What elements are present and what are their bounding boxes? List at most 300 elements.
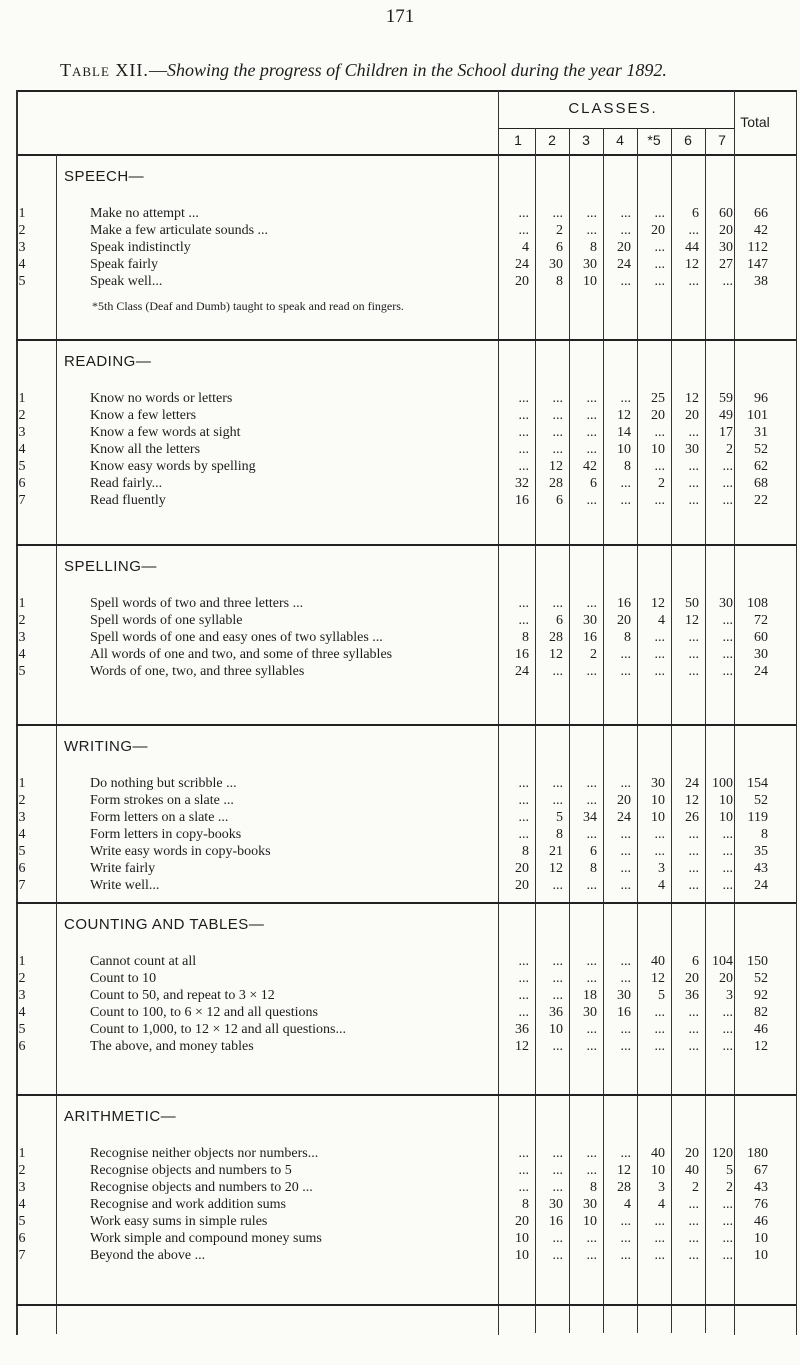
- class-cell: ...: [654, 647, 665, 662]
- class-col-header: 7: [718, 132, 726, 148]
- class-cell: ...: [552, 596, 563, 611]
- class-cell: 44: [685, 240, 699, 255]
- table-row: [8, 459, 800, 475]
- class-cell: 34: [583, 810, 597, 825]
- row-label: Work simple and compound money sums: [90, 1231, 322, 1246]
- horizontal-rule: [16, 1304, 796, 1306]
- row-number: 1: [18, 954, 26, 969]
- row-number: 2: [18, 971, 26, 986]
- row-label: Form letters on a slate ...: [90, 810, 229, 825]
- class-cell: ...: [620, 971, 631, 986]
- table-row: [8, 1197, 800, 1213]
- class-cell: ...: [620, 1214, 631, 1229]
- row-number: 3: [18, 1180, 26, 1195]
- class-cell: 20: [515, 878, 529, 893]
- class-cell: ...: [654, 1039, 665, 1054]
- total-cell: 72: [754, 613, 768, 628]
- class-cell: ...: [722, 493, 733, 508]
- row-label: Spell words of two and three letters ...: [90, 596, 304, 611]
- class-cell: 59: [719, 391, 733, 406]
- row-number: 6: [18, 476, 26, 491]
- class-cell: 6: [692, 206, 699, 221]
- table-row: [8, 647, 800, 663]
- class-cell: 21: [549, 844, 563, 859]
- total-cell: 101: [747, 408, 768, 423]
- class-cell: 10: [719, 810, 733, 825]
- total-cell: 24: [754, 664, 768, 679]
- table-row: [8, 1163, 800, 1179]
- class-cell: ...: [654, 664, 665, 679]
- class-cell: 20: [685, 1146, 699, 1161]
- class-cell: ...: [620, 861, 631, 876]
- table-row: [8, 630, 800, 646]
- vertical-rule: [705, 128, 706, 1333]
- table-row: [8, 844, 800, 860]
- table-row: [8, 391, 800, 407]
- class-cell: 40: [685, 1163, 699, 1178]
- row-number: 3: [18, 988, 26, 1003]
- class-cell: 4: [658, 878, 665, 893]
- class-cell: 12: [651, 596, 665, 611]
- class-cell: 20: [515, 861, 529, 876]
- row-label: Speak fairly: [90, 257, 159, 272]
- class-cell: ...: [688, 1214, 699, 1229]
- class-cell: 25: [651, 391, 665, 406]
- section-title: WRITING—: [64, 738, 148, 755]
- class-cell: ...: [654, 1231, 665, 1246]
- class-cell: ...: [654, 1214, 665, 1229]
- row-number: 2: [18, 1163, 26, 1178]
- section-writing: [8, 728, 800, 906]
- class-cell: ...: [688, 878, 699, 893]
- table-caption: [60, 60, 780, 81]
- class-cell: ...: [586, 1146, 597, 1161]
- class-cell: ...: [552, 206, 563, 221]
- row-label: Form letters in copy-books: [90, 827, 242, 842]
- class-cell: 30: [719, 240, 733, 255]
- row-number: 4: [18, 647, 26, 662]
- section-title: ARITHMETIC—: [64, 1108, 177, 1125]
- class-cell: 8: [590, 861, 597, 876]
- row-label: Write fairly: [90, 861, 156, 876]
- class-cell: ...: [688, 630, 699, 645]
- horizontal-rule: [16, 544, 796, 546]
- total-cell: 62: [754, 459, 768, 474]
- caption-text: Showing the progress of Children in the School during the year 1892.: [166, 60, 667, 80]
- class-cell: 8: [522, 1197, 529, 1212]
- total-cell: 68: [754, 476, 768, 491]
- row-number: 4: [18, 1197, 26, 1212]
- total-cell: 30: [754, 647, 768, 662]
- class-cell: ...: [586, 442, 597, 457]
- class-cell: 20: [617, 613, 631, 628]
- progress-table: [8, 88, 800, 1338]
- class-cell: ...: [654, 844, 665, 859]
- class-cell: ...: [518, 613, 529, 628]
- class-cell: ...: [654, 257, 665, 272]
- table-row: [8, 274, 800, 290]
- table-row: [8, 954, 800, 970]
- class-cell: ...: [654, 459, 665, 474]
- class-cell: ...: [654, 274, 665, 289]
- class-cell: 24: [617, 810, 631, 825]
- class-cell: ...: [654, 630, 665, 645]
- row-number: 2: [18, 408, 26, 423]
- class-cell: ...: [518, 793, 529, 808]
- class-cell: 8: [590, 1180, 597, 1195]
- total-cell: 52: [754, 793, 768, 808]
- row-number: 5: [18, 844, 26, 859]
- table-row: [8, 1039, 800, 1055]
- class-cell: ...: [688, 664, 699, 679]
- total-cell: 108: [747, 596, 768, 611]
- class-cell: ...: [586, 391, 597, 406]
- row-number: 7: [18, 493, 26, 508]
- vertical-rule: [796, 90, 797, 1335]
- class-cell: 60: [719, 206, 733, 221]
- class-cell: ...: [620, 1146, 631, 1161]
- class-cell: 10: [583, 274, 597, 289]
- total-cell: 150: [747, 954, 768, 969]
- class-cell: ...: [688, 274, 699, 289]
- row-number: 3: [18, 810, 26, 825]
- table-row: [8, 664, 800, 680]
- section-reading: [8, 343, 800, 548]
- total-cell: 119: [747, 810, 768, 825]
- class-cell: ...: [586, 206, 597, 221]
- class-cell: ...: [620, 844, 631, 859]
- class-cell: ...: [722, 1022, 733, 1037]
- class-cell: ...: [586, 776, 597, 791]
- class-cell: ...: [620, 223, 631, 238]
- class-cell: 42: [583, 459, 597, 474]
- horizontal-rule: [498, 128, 734, 129]
- table-row: [8, 827, 800, 843]
- row-number: 6: [18, 1039, 26, 1054]
- total-cell: 52: [754, 971, 768, 986]
- row-label: Recognise objects and numbers to 5: [90, 1163, 292, 1178]
- row-number: 5: [18, 1214, 26, 1229]
- class-cell: ...: [722, 861, 733, 876]
- row-number: 1: [18, 776, 26, 791]
- class-cell: 10: [651, 442, 665, 457]
- class-cell: ...: [688, 223, 699, 238]
- class-cell: 10: [617, 442, 631, 457]
- total-header: Total: [740, 114, 770, 130]
- row-label: Form strokes on a slate ...: [90, 793, 234, 808]
- row-label: Words of one, two, and three syllables: [90, 664, 305, 679]
- class-cell: ...: [518, 1180, 529, 1195]
- row-number: 5: [18, 459, 26, 474]
- class-cell: 16: [549, 1214, 563, 1229]
- table-row: [8, 1180, 800, 1196]
- class-cell: ...: [688, 647, 699, 662]
- row-number: 3: [18, 425, 26, 440]
- vertical-rule: [671, 128, 672, 1333]
- class-cell: ...: [552, 776, 563, 791]
- class-cell: 20: [617, 793, 631, 808]
- table-row: [8, 476, 800, 492]
- class-cell: 2: [658, 476, 665, 491]
- total-cell: 60: [754, 630, 768, 645]
- total-cell: 154: [747, 776, 768, 791]
- class-cell: 5: [726, 1163, 733, 1178]
- class-cell: 6: [556, 493, 563, 508]
- section-title: SPELLING—: [64, 558, 157, 575]
- row-label: All words of one and two, and some of three syllables: [90, 647, 393, 662]
- class-cell: 30: [651, 776, 665, 791]
- class-cell: ...: [688, 1005, 699, 1020]
- class-cell: ...: [722, 1039, 733, 1054]
- class-cell: ...: [586, 827, 597, 842]
- class-cell: 10: [651, 810, 665, 825]
- row-number: 6: [18, 1231, 26, 1246]
- class-cell: 20: [515, 274, 529, 289]
- class-cell: 5: [658, 988, 665, 1003]
- vertical-rule: [535, 128, 536, 1333]
- class-cell: ...: [620, 274, 631, 289]
- total-cell: 46: [754, 1214, 768, 1229]
- row-number: 7: [18, 878, 26, 893]
- class-cell: ...: [654, 425, 665, 440]
- class-cell: 20: [719, 223, 733, 238]
- table-row: [8, 988, 800, 1004]
- class-cell: ...: [586, 1231, 597, 1246]
- class-cell: ...: [722, 1231, 733, 1246]
- class-cell: 16: [617, 1005, 631, 1020]
- class-cell: 2: [726, 1180, 733, 1195]
- total-cell: 24: [754, 878, 768, 893]
- class-cell: ...: [722, 630, 733, 645]
- class-cell: 5: [556, 810, 563, 825]
- row-label: Know all the letters: [90, 442, 201, 457]
- section-title: SPEECH—: [64, 168, 145, 185]
- classes-header: CLASSES.: [568, 100, 658, 117]
- class-cell: 30: [617, 988, 631, 1003]
- class-cell: 30: [583, 1005, 597, 1020]
- class-cell: 8: [556, 274, 563, 289]
- class-cell: 6: [556, 613, 563, 628]
- class-cell: 12: [685, 257, 699, 272]
- class-cell: ...: [518, 954, 529, 969]
- row-label: Cannot count at all: [90, 954, 197, 969]
- class-cell: 20: [515, 1214, 529, 1229]
- vertical-rule: [16, 90, 18, 1335]
- class-cell: 104: [712, 954, 733, 969]
- total-cell: 180: [747, 1146, 768, 1161]
- vertical-rule: [734, 90, 735, 1335]
- class-cell: ...: [688, 459, 699, 474]
- class-cell: ...: [688, 425, 699, 440]
- class-cell: ...: [620, 206, 631, 221]
- class-cell: ...: [722, 274, 733, 289]
- class-cell: 2: [590, 647, 597, 662]
- class-cell: 10: [515, 1248, 529, 1263]
- row-label: Spell words of one syllable: [90, 613, 243, 628]
- table-label: Table XII.: [60, 60, 149, 80]
- class-cell: 30: [583, 257, 597, 272]
- class-cell: 32: [515, 476, 529, 491]
- class-cell: ...: [552, 442, 563, 457]
- horizontal-rule: [16, 1094, 796, 1096]
- total-cell: 67: [754, 1163, 768, 1178]
- table-row: [8, 240, 800, 256]
- class-cell: ...: [722, 1005, 733, 1020]
- class-cell: ...: [552, 1163, 563, 1178]
- class-cell: ...: [518, 459, 529, 474]
- class-cell: ...: [552, 1180, 563, 1195]
- total-cell: 92: [754, 988, 768, 1003]
- class-cell: 10: [719, 793, 733, 808]
- class-cell: ...: [586, 425, 597, 440]
- row-label: Beyond the above ...: [90, 1248, 206, 1263]
- class-cell: 8: [624, 459, 631, 474]
- row-label: Count to 1,000, to 12 × 12 and all questions...: [90, 1022, 346, 1037]
- class-cell: ...: [518, 1005, 529, 1020]
- class-cell: ...: [722, 827, 733, 842]
- row-number: 4: [18, 442, 26, 457]
- class-cell: ...: [620, 647, 631, 662]
- row-number: 5: [18, 274, 26, 289]
- row-label: Make a few articulate sounds ...: [90, 223, 269, 238]
- row-label: Do nothing but scribble ...: [90, 776, 237, 791]
- class-cell: ...: [518, 988, 529, 1003]
- table-row: [8, 1214, 800, 1230]
- table-row: [8, 810, 800, 826]
- vertical-rule: [569, 128, 570, 1333]
- class-cell: 4: [658, 613, 665, 628]
- row-label: Speak well...: [90, 274, 163, 289]
- class-cell: 2: [556, 223, 563, 238]
- class-cell: 4: [658, 1197, 665, 1212]
- table-row: [8, 493, 800, 509]
- row-label: Speak indistinctly: [90, 240, 191, 255]
- row-number: 5: [18, 1022, 26, 1037]
- table-row: [8, 1005, 800, 1021]
- row-label: Recognise neither objects nor numbers...: [90, 1146, 319, 1161]
- table-row: [8, 878, 800, 894]
- total-cell: 96: [754, 391, 768, 406]
- class-cell: ...: [552, 971, 563, 986]
- row-number: 4: [18, 1005, 26, 1020]
- class-cell: 120: [712, 1146, 733, 1161]
- horizontal-rule: [16, 724, 796, 726]
- table-row: [8, 425, 800, 441]
- class-cell: ...: [518, 810, 529, 825]
- class-col-header: 6: [684, 132, 692, 148]
- class-cell: ...: [654, 1248, 665, 1263]
- class-cell: ...: [722, 647, 733, 662]
- class-cell: ...: [518, 425, 529, 440]
- class-cell: 27: [719, 257, 733, 272]
- page-number: 171: [385, 6, 415, 27]
- class-cell: 24: [515, 257, 529, 272]
- class-cell: ...: [722, 844, 733, 859]
- class-cell: ...: [620, 1039, 631, 1054]
- class-cell: ...: [518, 206, 529, 221]
- class-cell: ...: [688, 1231, 699, 1246]
- class-cell: ...: [518, 596, 529, 611]
- table-row: [8, 1248, 800, 1264]
- section-arithmetic: [8, 1098, 800, 1308]
- class-cell: ...: [552, 1039, 563, 1054]
- class-cell: 40: [651, 954, 665, 969]
- row-number: 4: [18, 827, 26, 842]
- section-title: COUNTING AND TABLES—: [64, 916, 265, 933]
- class-cell: ...: [586, 664, 597, 679]
- class-cell: ...: [654, 827, 665, 842]
- class-col-header: 1: [514, 132, 522, 148]
- total-cell: 8: [761, 827, 768, 842]
- class-cell: ...: [586, 971, 597, 986]
- class-cell: 4: [522, 240, 529, 255]
- row-label: Recognise and work addition sums: [90, 1197, 286, 1212]
- row-number: 1: [18, 1146, 26, 1161]
- row-number: 1: [18, 391, 26, 406]
- class-cell: ...: [552, 391, 563, 406]
- class-cell: 24: [617, 257, 631, 272]
- class-cell: ...: [620, 493, 631, 508]
- table-row: [8, 408, 800, 424]
- class-cell: 6: [590, 476, 597, 491]
- row-label: Count to 50, and repeat to 3 × 12: [90, 988, 275, 1003]
- class-cell: 30: [549, 257, 563, 272]
- table-row: [8, 1231, 800, 1247]
- class-cell: ...: [688, 493, 699, 508]
- class-cell: ...: [688, 1248, 699, 1263]
- class-cell: ...: [552, 988, 563, 1003]
- class-cell: 2: [692, 1180, 699, 1195]
- class-cell: ...: [722, 1214, 733, 1229]
- vertical-rule: [603, 128, 604, 1333]
- class-cell: 26: [685, 810, 699, 825]
- class-cell: ...: [586, 223, 597, 238]
- row-label: Recognise objects and numbers to 20 ...: [90, 1180, 313, 1195]
- row-label: Read fluently: [90, 493, 166, 508]
- table-row: [8, 971, 800, 987]
- class-cell: 12: [685, 391, 699, 406]
- section-spelling: [8, 548, 800, 728]
- total-cell: 42: [754, 223, 768, 238]
- class-cell: 20: [651, 223, 665, 238]
- total-cell: 43: [754, 1180, 768, 1195]
- total-cell: 12: [754, 1039, 768, 1054]
- class-cell: 8: [624, 630, 631, 645]
- class-cell: ...: [620, 954, 631, 969]
- class-cell: ...: [620, 827, 631, 842]
- section-counting-and-tables: [8, 906, 800, 1098]
- total-cell: 35: [754, 844, 768, 859]
- class-cell: 6: [692, 954, 699, 969]
- class-cell: 3: [658, 861, 665, 876]
- class-cell: ...: [722, 613, 733, 628]
- class-cell: 14: [617, 425, 631, 440]
- class-cell: 8: [522, 630, 529, 645]
- row-number: 4: [18, 257, 26, 272]
- class-cell: 17: [719, 425, 733, 440]
- class-cell: ...: [620, 391, 631, 406]
- total-cell: 10: [754, 1231, 768, 1246]
- caption-sep: —: [148, 60, 167, 80]
- class-cell: 6: [590, 844, 597, 859]
- table-row: [8, 793, 800, 809]
- class-cell: ...: [654, 493, 665, 508]
- class-cell: 16: [583, 630, 597, 645]
- class-cell: ...: [586, 1248, 597, 1263]
- total-cell: 76: [754, 1197, 768, 1212]
- class-cell: ...: [518, 1146, 529, 1161]
- class-cell: 3: [726, 988, 733, 1003]
